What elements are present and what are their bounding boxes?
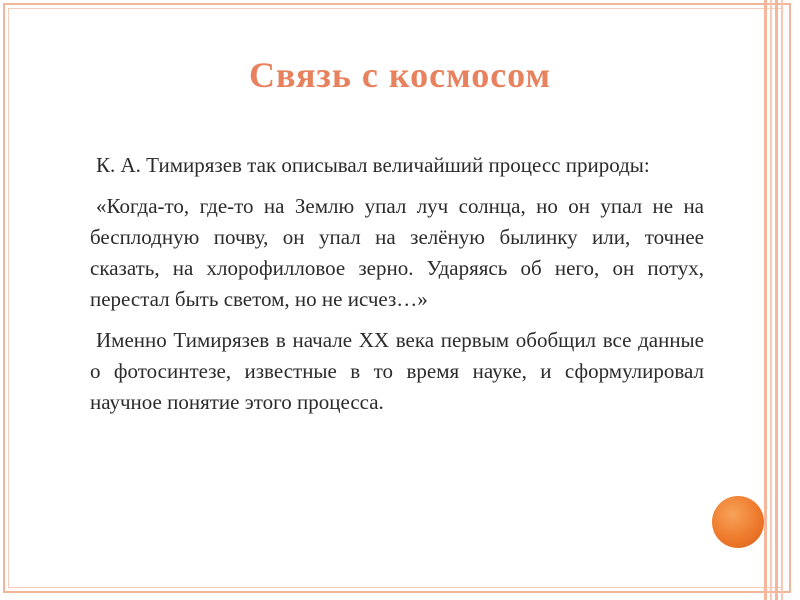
- decorative-circle-icon: [712, 496, 764, 548]
- slide-title: Связь с космосом: [248, 55, 552, 95]
- slide-body: [90, 150, 704, 428]
- paragraph-quote: «Когда-то, где-то на Землю упал луч солнца, но он упал не на бесплодную почву, он упал на зелёную былинку или, точнее сказать, на хлорофилловое зерно. Ударяясь об него, он потух, перестал быть светом, но не исчез…»: [90, 194, 704, 311]
- paragraph-intro: К. А. Тимирязев так описывал величайший процесс природы:: [96, 153, 650, 177]
- paragraph-conclusion: Именно Тимирязев в начале XX века первым обобщил все данные о фотосинтезе, известные в то время науке, и сформулировал научное понятие этого процесса.: [90, 328, 704, 414]
